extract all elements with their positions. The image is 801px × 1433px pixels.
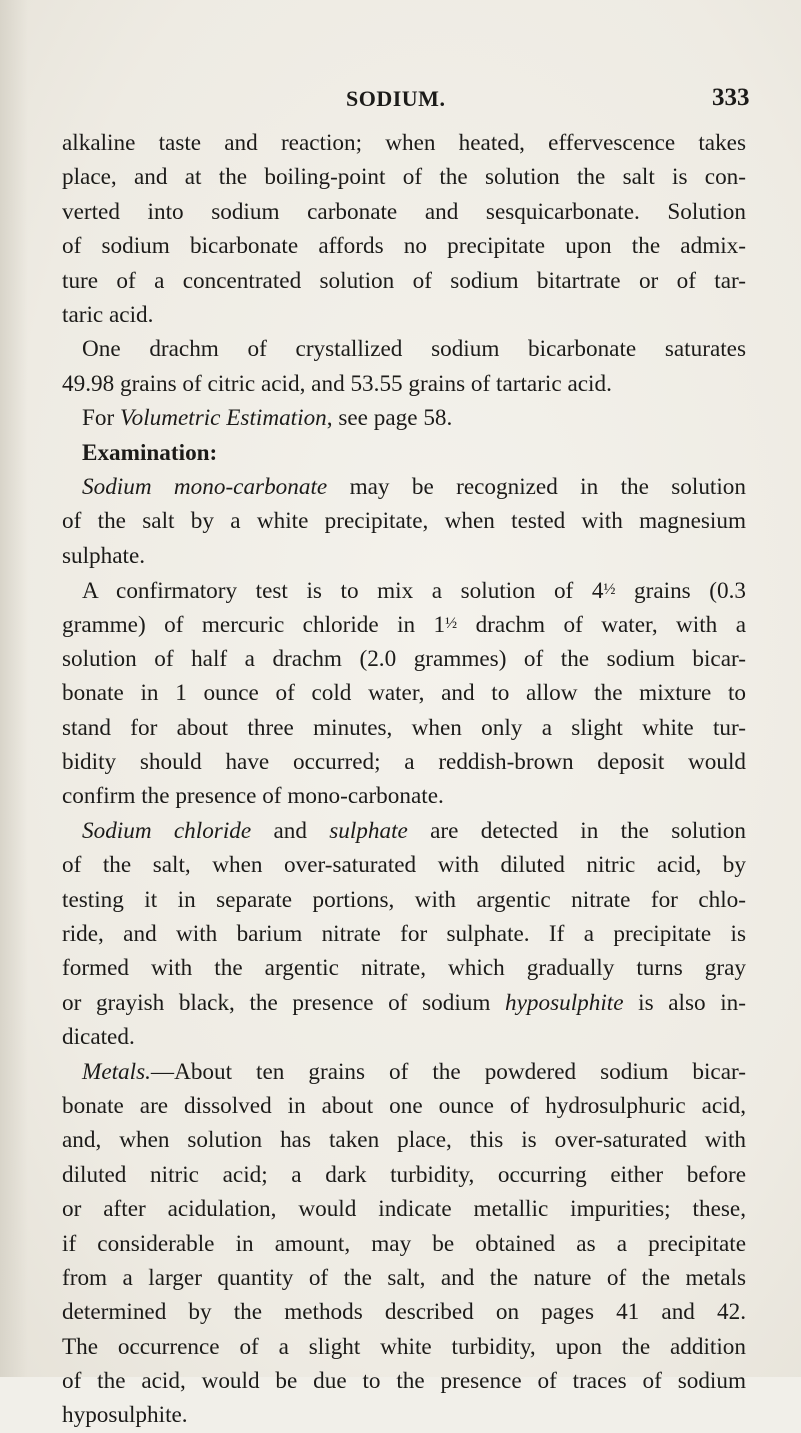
text-line: Sodium mono-carbonate may be recognized in the solution — [82, 473, 746, 500]
text-line: Metals.—About ten grains of the powdered sodium bicar- — [82, 1058, 746, 1085]
text-line: alkaline taste and reaction; when heated, effervescence takes — [62, 130, 746, 156]
text-line: bidity should have occurred; a reddish-brown deposit would — [62, 749, 746, 776]
text-line: or grayish black, the presence of sodium hyposulphite is also in- — [62, 989, 746, 1016]
text-line: The occurrence of a slight white turbidity, upon the addition — [62, 1333, 746, 1360]
text-line: or after acidulation, would indicate metallic impurities; these, — [62, 1196, 746, 1223]
running-head-title: SODIUM. — [346, 86, 446, 111]
page-body — [62, 126, 746, 1433]
fraction: ½ — [445, 615, 458, 633]
text-line: testing it in separate portions, with argentic nitrate for chlo- — [62, 886, 746, 913]
text-line: if considerable in amount, may be obtained as a precipitate — [62, 1230, 746, 1257]
examination-heading: Examination: — [82, 439, 218, 466]
term-sulphate: sulphate — [329, 817, 408, 844]
text-line: dicated. — [62, 1024, 135, 1051]
term-metals: Metals. — [82, 1058, 151, 1085]
text-line: hyposulphite. — [62, 1402, 188, 1429]
text-line: and, when solution has taken place, this is over-saturated with — [62, 1127, 746, 1154]
text-line: of the salt by a white precipitate, when tested with magnesium — [62, 508, 746, 535]
text-line: of the salt, when over-saturated with diluted nitric acid, by — [62, 852, 746, 879]
term-mono-carbonate: Sodium mono-carbonate — [82, 473, 328, 500]
gutter-shadow — [0, 0, 28, 1377]
text-line: A confirmatory test is to mix a solution of 4½ grains (0.3 — [82, 578, 746, 605]
text-line: place, and at the boiling-point of the solution the salt is con- — [62, 164, 746, 191]
text-line: diluted nitric acid; a dark turbidity, occurring either before — [62, 1161, 746, 1188]
text-line: of sodium bicarbonate affords no precipitate upon the admix- — [62, 233, 746, 260]
text-line: stand for about three minutes, when only a slight white tur- — [62, 714, 746, 741]
text-line: of the acid, would be due to the presence of traces of sodium — [62, 1368, 746, 1395]
running-head — [0, 86, 801, 116]
text-line: One drachm of crystallized sodium bicarbonate saturates — [82, 336, 746, 363]
text-line: from a larger quantity of the salt, and the nature of the metals — [62, 1264, 746, 1291]
volumetric-reference: For Volumetric Estimation, see page 58. — [82, 405, 453, 432]
term-hyposulphite: hyposulphite — [505, 989, 624, 1016]
volumetric-emphasis: Volumetric Estimation — [120, 405, 327, 432]
text-line: gramme) of mercuric chloride in 1½ drachm of water, with a — [62, 612, 746, 639]
fraction: ½ — [603, 581, 616, 599]
text-line: bonate in 1 ounce of cold water, and to allow the mixture to — [62, 680, 746, 707]
text-line: ride, and with barium nitrate for sulphate. If a precipitate is — [62, 920, 746, 947]
text-line: bonate are dissolved in about one ounce of hydrosulphuric acid, — [62, 1092, 746, 1119]
text-line: ture of a concentrated solution of sodium bitartrate or of tar- — [62, 267, 746, 294]
text-line: formed with the argentic nitrate, which gradually turns gray — [62, 955, 746, 982]
text-line: solution of half a drachm (2.0 grammes) of the sodium bicar- — [62, 645, 746, 672]
text-line: Sodium chloride and sulphate are detected in the solution — [82, 817, 746, 844]
text-line: confirm the presence of mono-carbonate. — [62, 783, 444, 810]
text-line: taric acid. — [62, 301, 154, 328]
text-line: sulphate. — [62, 542, 146, 569]
page-number: 333 — [712, 84, 750, 111]
term-sodium-chloride: Sodium chloride — [82, 817, 252, 844]
text-line: 49.98 grains of citric acid, and 53.55 grains of tartaric acid. — [62, 370, 612, 397]
text-line: determined by the methods described on pages 41 and 42. — [62, 1299, 746, 1326]
text-line: verted into sodium carbonate and sesquicarbonate. Solution — [62, 198, 746, 225]
